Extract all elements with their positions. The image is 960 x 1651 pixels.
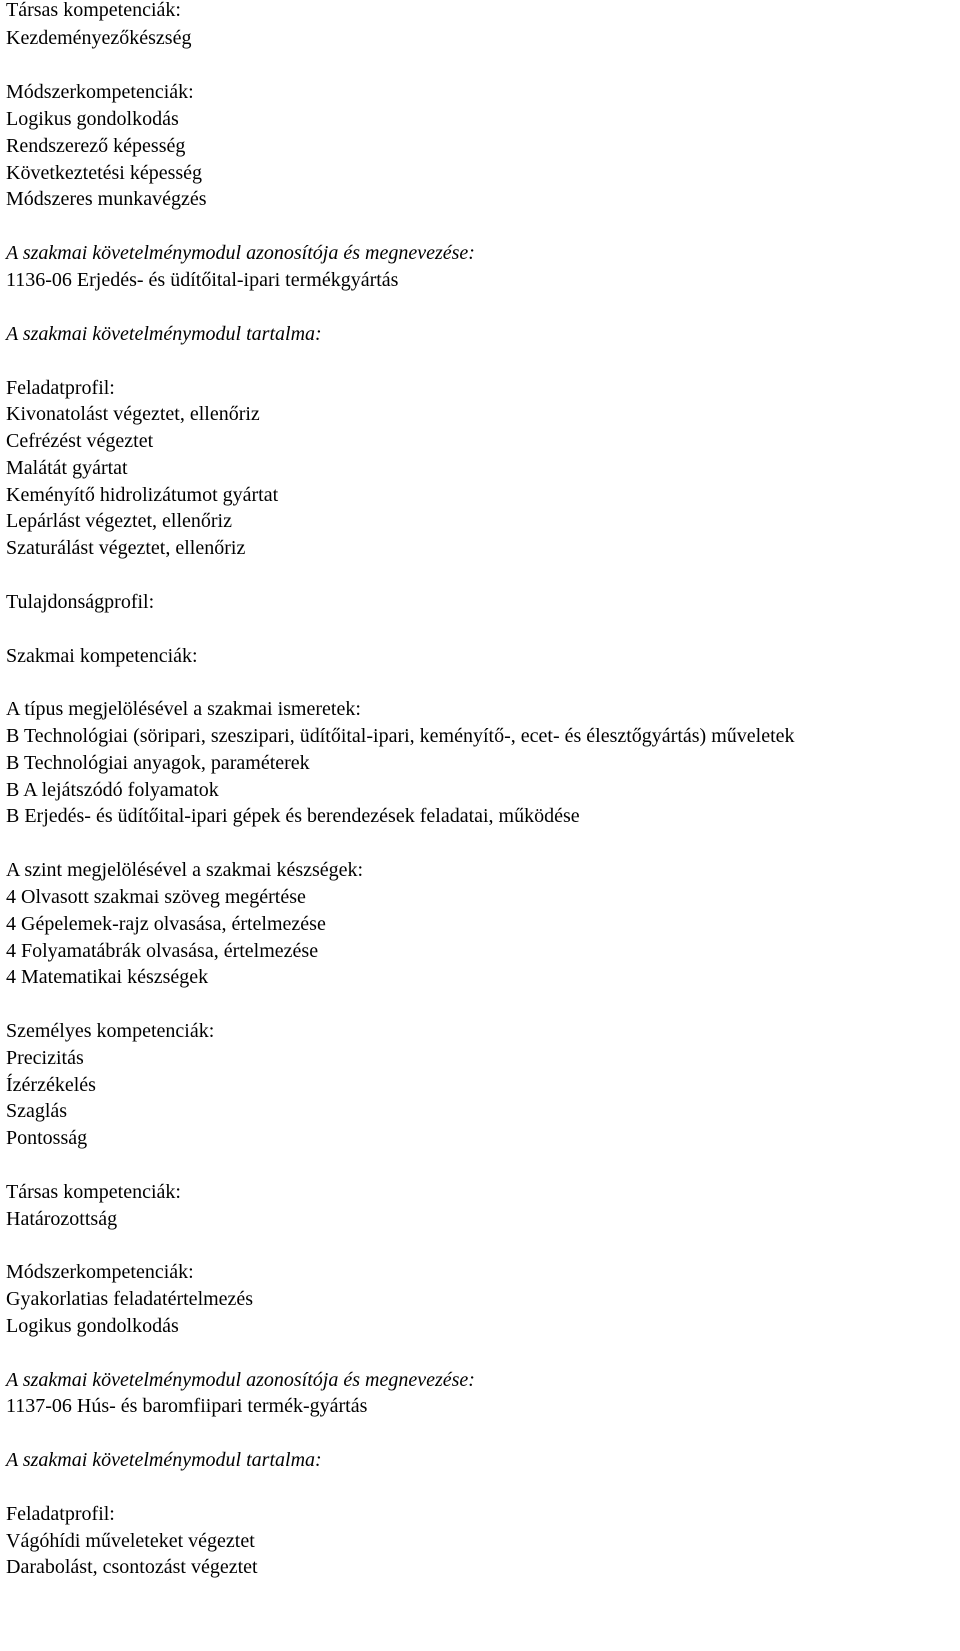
text-line: Cefrézést végeztet bbox=[6, 430, 154, 452]
module-id-heading: A szakmai követelménymodul azonosítója és megnevezése: bbox=[6, 242, 475, 264]
text-line: B Erjedés- és üdítőital-ipari gépek és berendezések feladatai, működése bbox=[6, 805, 580, 827]
module-title: 1136-06 Erjedés- és üdítőital-ipari termékgyártás bbox=[6, 269, 399, 291]
section-heading: Módszerkompetenciák: bbox=[6, 1261, 194, 1283]
section-heading: Feladatprofil: bbox=[6, 1503, 115, 1525]
text-line: Módszeres munkavégzés bbox=[6, 188, 207, 210]
section-heading: A szint megjelölésével a szakmai készségek: bbox=[6, 859, 364, 881]
text-line: B Technológiai anyagok, paraméterek bbox=[6, 752, 310, 774]
module-id-heading: A szakmai követelménymodul azonosítója és megnevezése: bbox=[6, 1369, 475, 1391]
text-line: 4 Folyamatábrák olvasása, értelmezése bbox=[6, 940, 319, 962]
text-line: Szaglás bbox=[6, 1100, 68, 1122]
section-heading: Tulajdonságprofil: bbox=[6, 591, 155, 613]
text-line: Vágóhídi műveleteket végeztet bbox=[6, 1530, 255, 1552]
text-line: Darabolást, csontozást végeztet bbox=[6, 1556, 258, 1578]
section-heading: Szakmai kompetenciák: bbox=[6, 645, 198, 667]
text-line: Határozottság bbox=[6, 1208, 118, 1230]
text-line: Logikus gondolkodás bbox=[6, 1315, 179, 1337]
text-line: Malátát gyártat bbox=[6, 457, 128, 479]
text-line: Pontosság bbox=[6, 1127, 88, 1149]
text-line: Keményítő hidrolizátumot gyártat bbox=[6, 484, 279, 506]
module-title: 1137-06 Hús- és baromfiipari termék-gyártás bbox=[6, 1395, 368, 1417]
section-heading: Társas kompetenciák: bbox=[6, 0, 181, 21]
section-heading: A típus megjelölésével a szakmai ismeretek: bbox=[6, 698, 361, 720]
text-line: B A lejátszódó folyamatok bbox=[6, 779, 219, 801]
text-line: Szaturálást végeztet, ellenőriz bbox=[6, 537, 246, 559]
text-line: Logikus gondolkodás bbox=[6, 108, 179, 130]
text-line: Lepárlást végeztet, ellenőriz bbox=[6, 510, 232, 532]
text-line: Kivonatolást végeztet, ellenőriz bbox=[6, 403, 260, 425]
text-line: Rendszerező képesség bbox=[6, 135, 186, 157]
section-heading: Feladatprofil: bbox=[6, 377, 115, 399]
text-line: Következtetési képesség bbox=[6, 162, 203, 184]
module-content-heading: A szakmai követelménymodul tartalma: bbox=[6, 1449, 322, 1471]
text-line: Gyakorlatias feladatértelmezés bbox=[6, 1288, 254, 1310]
text-line: Kezdeményezőkészség bbox=[6, 27, 192, 49]
section-heading: Személyes kompetenciák: bbox=[6, 1020, 215, 1042]
text-line: Precizitás bbox=[6, 1047, 84, 1069]
text-line: Ízérzékelés bbox=[6, 1074, 96, 1096]
text-line: 4 Gépelemek-rajz olvasása, értelmezése bbox=[6, 913, 326, 935]
text-line: B Technológiai (söripari, szeszipari, üdítőital-ipari, keményítő-, ecet- és élesztőgyártás) műveletek bbox=[6, 725, 795, 747]
text-line: 4 Matematikai készségek bbox=[6, 966, 209, 988]
section-heading: Módszerkompetenciák: bbox=[6, 81, 194, 103]
section-heading: Társas kompetenciák: bbox=[6, 1181, 181, 1203]
text-line: 4 Olvasott szakmai szöveg megértése bbox=[6, 886, 306, 908]
module-content-heading: A szakmai követelménymodul tartalma: bbox=[6, 323, 322, 345]
